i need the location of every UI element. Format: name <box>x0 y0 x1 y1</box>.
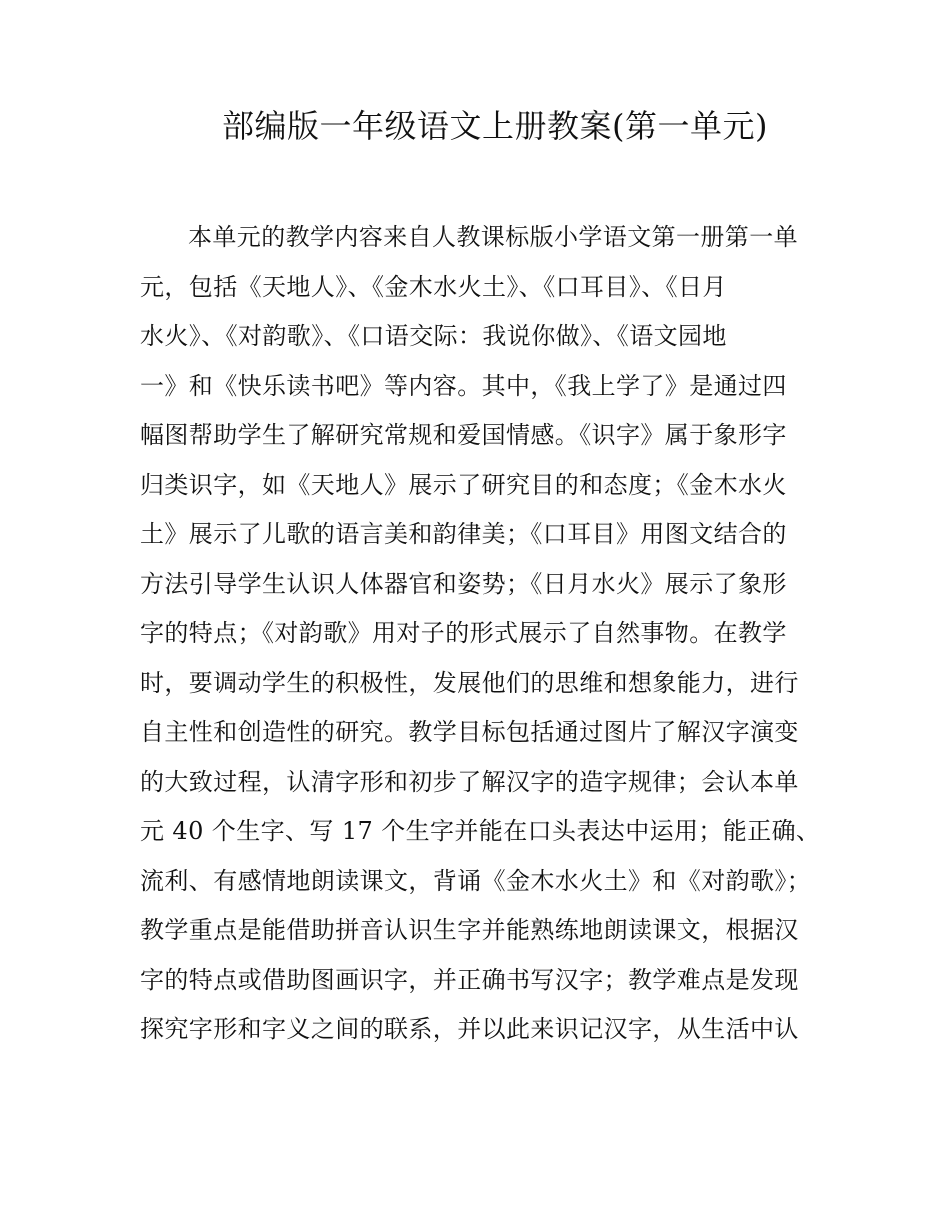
body-line: 时，要调动学生的积极性，发展他们的思维和想象能力，进行 <box>140 668 799 697</box>
body-line: 一》和《快乐读书吧》等内容。其中，《我上学了》是通过四 <box>140 371 787 400</box>
document-title: 部编版一年级语文上册教案(第一单元) <box>222 107 768 145</box>
body-line: 方法引导学生认识人体器官和姿势；《日月水火》展示了象形 <box>140 569 787 598</box>
body-line: 教学重点是能借助拼音认识生字并能熟练地朗读课文，根据汉 <box>140 916 799 944</box>
body-line: 探究字形和字义之间的联系，并以此来识记汉字，从生活中认 <box>140 1015 799 1043</box>
body-line: 字的特点或借助图画识字，并正确书写汉字；教学难点是发现 <box>140 965 799 994</box>
document-body <box>140 213 820 1055</box>
body-line: 水火》、《对韵歌》、《口语交际：我说你做》、《语文园地 <box>140 322 727 350</box>
body-line: 土》展示了儿歌的语言美和韵律美；《口耳目》用图文结合的 <box>140 520 787 548</box>
body-line: 元 40 个生字、写 17 个生字并能在口头表达中运用；能正确、 <box>140 817 821 845</box>
body-line: 归类识字，如《天地人》展示了研究目的和态度；《金木水火 <box>140 470 787 499</box>
body-line: 自主性和创造性的研究。教学目标包括通过图片了解汉字演变 <box>140 718 799 746</box>
body-line: 幅图帮助学生了解研究常规和爱国情感。《识字》属于象形字 <box>140 421 787 449</box>
body-line: 元，包括《天地人》、《金木水火土》、《口耳目》、《日月 <box>140 272 727 301</box>
body-line: 字的特点；《对韵歌》用对子的形式展示了自然事物。在教学 <box>140 619 787 647</box>
body-line: 本单元的教学内容来自人教课标版小学语文第一册第一单 <box>188 223 798 251</box>
body-line: 流利、有感情地朗读课文，背诵《金木水火土》和《对韵歌》； <box>140 866 812 895</box>
body-line: 的大致过程，认清字形和初步了解汉字的造字规律；会认本单 <box>140 767 799 796</box>
